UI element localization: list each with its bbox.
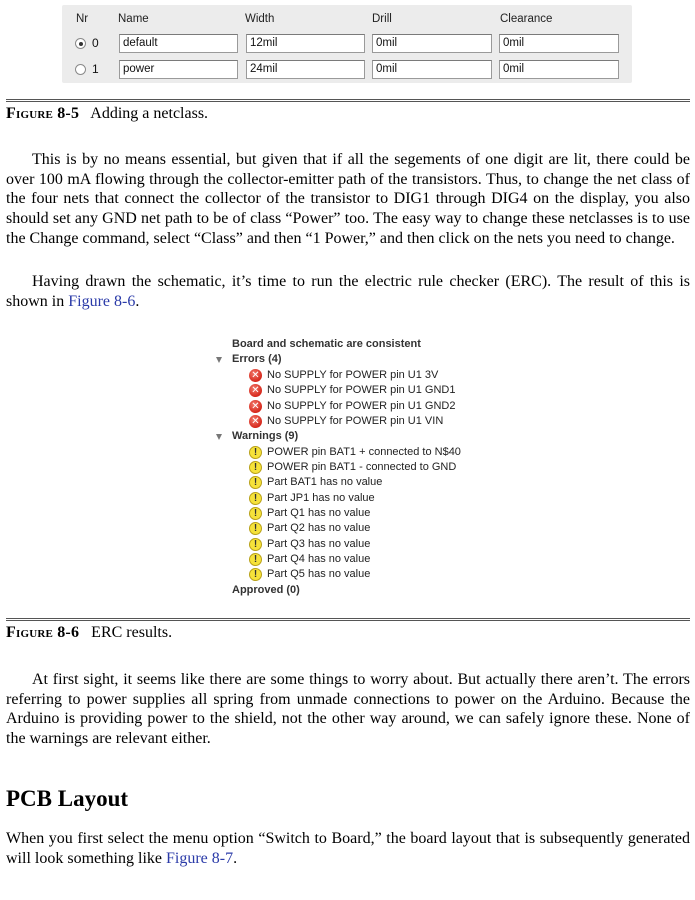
warning-icon: ! — [249, 538, 262, 551]
figure-8-6-caption — [6, 624, 172, 642]
netclass-drill-field[interactable]: 0mil — [372, 60, 492, 79]
netclass-row-power — [62, 60, 632, 82]
figure-caption-text: ERC results. — [91, 624, 173, 641]
column-header-clearance: Clearance — [500, 13, 553, 25]
disclosure-triangle-icon[interactable] — [216, 434, 222, 440]
warning-item[interactable]: Part Q3 has no value — [267, 538, 371, 550]
netclass-width-field[interactable]: 12mil — [246, 34, 365, 53]
error-item[interactable]: No SUPPLY for POWER pin U1 GND1 — [267, 384, 456, 396]
warning-item[interactable]: POWER pin BAT1 + connected to N$40 — [267, 446, 461, 458]
error-item[interactable]: No SUPPLY for POWER pin U1 3V — [267, 369, 439, 381]
erc-results — [210, 334, 500, 604]
column-header-drill: Drill — [372, 13, 392, 25]
netclass-row-default — [62, 34, 632, 56]
figure-label: Figure 8-6 — [6, 624, 80, 641]
warnings-heading[interactable]: Warnings (9) — [232, 430, 299, 442]
warning-icon: ! — [249, 476, 262, 489]
column-header-name: Name — [118, 13, 149, 25]
warning-item[interactable]: POWER pin BAT1 - connected to GND — [267, 461, 457, 473]
figure-rule — [6, 618, 690, 621]
figure-label: Figure 8-5 — [6, 105, 80, 122]
warning-item[interactable]: Part JP1 has no value — [267, 492, 375, 504]
error-item[interactable]: No SUPPLY for POWER pin U1 VIN — [267, 415, 444, 427]
error-icon: ✕ — [249, 384, 262, 397]
error-item[interactable]: No SUPPLY for POWER pin U1 GND2 — [267, 400, 456, 412]
warning-icon: ! — [249, 522, 262, 535]
netclass-nr: 1 — [92, 62, 99, 76]
figure-caption-text: Adding a netclass. — [90, 105, 209, 122]
error-icon: ✕ — [249, 369, 262, 382]
warning-icon: ! — [249, 446, 262, 459]
netclass-drill-field[interactable]: 0mil — [372, 34, 492, 53]
paragraph-text: . — [135, 292, 140, 310]
column-header-width: Width — [245, 13, 275, 25]
warning-item[interactable]: Part BAT1 has no value — [267, 476, 383, 488]
warning-item[interactable]: Part Q2 has no value — [267, 522, 371, 534]
body-paragraph — [6, 829, 690, 868]
warning-icon: ! — [249, 568, 262, 581]
error-icon: ✕ — [249, 415, 262, 428]
column-header-nr: Nr — [76, 13, 89, 25]
errors-heading[interactable]: Errors (4) — [232, 353, 282, 365]
warning-item[interactable]: Part Q4 has no value — [267, 553, 371, 565]
warning-icon: ! — [249, 492, 262, 505]
netclass-clearance-field[interactable]: 0mil — [499, 60, 619, 79]
netclass-name-field[interactable]: default — [119, 34, 238, 53]
netclass-name-field[interactable]: power — [119, 60, 238, 79]
section-heading: PCB Layout — [6, 786, 129, 811]
body-paragraph: This is by no means essential, but given that if all the segements of one digit are lit, there could be over 100 mA flowing through the collector-emitter path of the transistors. Thus, to change the net class of the four nets that connect the collector of the transistor to DIG1 through DIG4 on the display, you also should set any GND net path to be of class “Power” too. The easy way to change these netclasses is to use the Change command, select “Class” and then “1 Power,” and then click on the nets you need to change. — [6, 151, 690, 247]
body-paragraph — [6, 272, 690, 311]
netclass-table — [62, 5, 632, 83]
warning-item[interactable]: Part Q5 has no value — [267, 568, 371, 580]
approved-heading[interactable]: Approved (0) — [232, 584, 300, 596]
netclass-radio-1[interactable] — [75, 64, 86, 75]
erc-status: Board and schematic are consistent — [232, 338, 421, 350]
netclass-radio-0[interactable] — [75, 38, 86, 49]
figure-rule — [6, 99, 690, 102]
figure-8-7-link[interactable]: Figure 8-7 — [166, 849, 234, 867]
warning-icon: ! — [249, 461, 262, 474]
figure-8-6-link[interactable]: Figure 8-6 — [68, 292, 136, 310]
paragraph-text: . — [233, 849, 238, 867]
netclass-clearance-field[interactable]: 0mil — [499, 34, 619, 53]
netclass-nr: 0 — [92, 36, 99, 50]
disclosure-triangle-icon[interactable] — [216, 357, 222, 363]
warning-item[interactable]: Part Q1 has no value — [267, 507, 371, 519]
warning-icon: ! — [249, 553, 262, 566]
netclass-width-field[interactable]: 24mil — [246, 60, 365, 79]
figure-8-5-caption — [6, 105, 208, 123]
error-icon: ✕ — [249, 400, 262, 413]
paragraph-text: When you first select the menu option “Switch to Board,” the board layout that is subsequently generated will look something like — [6, 830, 690, 867]
body-paragraph: At first sight, it seems like there are some things to worry about. But actually there aren’t. The errors referring to power supplies all spring from unmade connections to power on the Arduino. Because the Arduino is providing power to the shield, not the other way around, we can safely ignore these. None of the warnings are relevant either. — [6, 671, 690, 748]
warning-icon: ! — [249, 507, 262, 520]
paragraph-text: Having drawn the schematic, it’s time to run the electric rule checker (ERC). The result of this is shown in — [6, 273, 690, 310]
